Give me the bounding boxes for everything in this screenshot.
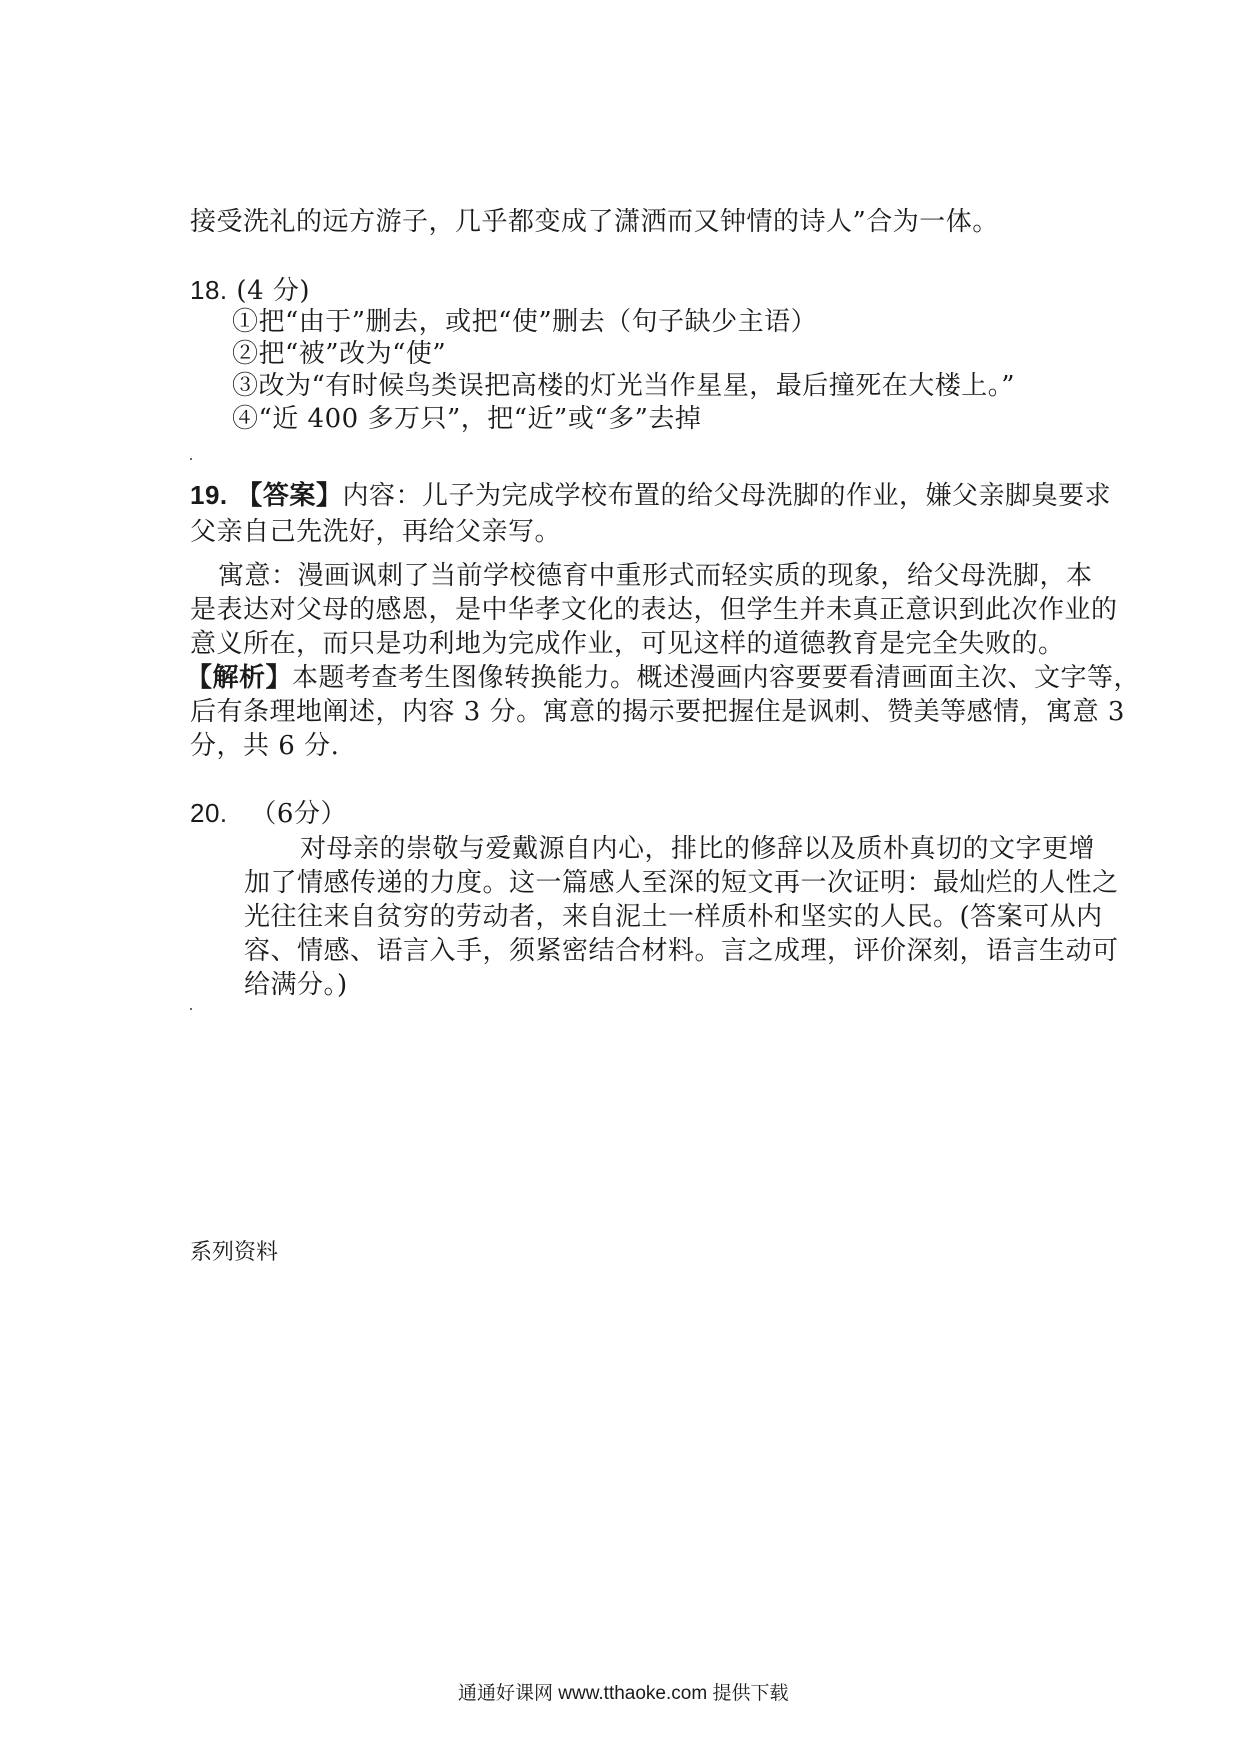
q19-number: 19.	[190, 480, 228, 510]
q20-line-1: 对母亲的崇敬与爱戴源自内心，排比的修辞以及质朴真切的文字更增	[300, 834, 1096, 864]
q18-item-3: ③改为“有时候鸟类误把高楼的灯光当作星星，最后撞死在大楼上。”	[232, 371, 1016, 401]
q19-analysis-line-2: 后有条理地阐述，内容 3 分。寓意的揭示要把握住是讽刺、赞美等感情，寓意 3	[190, 697, 1125, 727]
q19-analysis-line-1	[186, 661, 1140, 695]
q19-meaning-line-2: 是表达对父母的感恩，是中华孝文化的表达，但学生并未真正意识到此次作业的	[190, 595, 1118, 625]
q20-score: （6分）	[250, 799, 347, 829]
q19-answer-line-1	[190, 478, 1111, 513]
q19-meaning-line-1: 寓意：漫画讽刺了当前学校德育中重形式而轻实质的现象，给父母洗脚，本	[218, 561, 1093, 591]
scan-speck	[190, 458, 192, 460]
q18-score: (4 分)	[236, 276, 311, 306]
q19-answer-line-2: 父亲自己先洗好，再给父亲写。	[190, 517, 562, 547]
q18-item-2: ②把“被”改为“使”	[232, 339, 447, 369]
q18-item-4: ④“近 400 多万只”，把“近”或“多”去掉	[232, 404, 702, 434]
q20-line-5: 给满分。)	[244, 970, 348, 1000]
q18-item-1: ①把“由于”删去，或把“使”删去（句子缺少主语）	[232, 307, 818, 337]
q18-number: 18.	[190, 275, 228, 305]
q19-analysis-text: 本题考查考生图像转换能力。概述漫画内容要要看清画面主次、文字等，	[292, 663, 1141, 693]
page-footer: 通通好课网 www.tthaoke.com 提供下载	[458, 1683, 789, 1704]
q19-answer-text: 内容：儿子为完成学校布置的给父母洗脚的作业，嫌父亲脚臭要求	[342, 481, 1111, 511]
series-label: 系列资料	[190, 1239, 279, 1264]
q20-header	[190, 796, 347, 831]
q19-analysis-tag: 【解析】	[186, 663, 293, 693]
q20-number: 20.	[190, 798, 228, 828]
q20-line-4: 容、情感、语言入手，须紧密结合材料。言之成理，评价深刻，语言生动可	[244, 936, 1119, 966]
q18-header	[190, 273, 310, 308]
q20-line-3: 光往往来自贫穷的劳动者，来自泥土一样质朴和坚实的人民。(答案可从内	[244, 902, 1103, 932]
q20-line-2: 加了情感传递的力度。这一篇感人至深的短文再一次证明：最灿烂的人性之	[244, 868, 1119, 898]
scan-speck	[190, 1008, 192, 1010]
continuation-line: 接受洗礼的远方游子，几乎都变成了潇洒而又钟情的诗人”合为一体。	[190, 207, 999, 237]
q19-analysis-line-3: 分，共 6 分.	[190, 731, 340, 761]
q19-meaning-line-3: 意义所在，而只是功利地为完成作业，可见这样的道德教育是完全失败的。	[190, 629, 1065, 659]
q19-answer-tag: 【答案】	[236, 481, 343, 511]
